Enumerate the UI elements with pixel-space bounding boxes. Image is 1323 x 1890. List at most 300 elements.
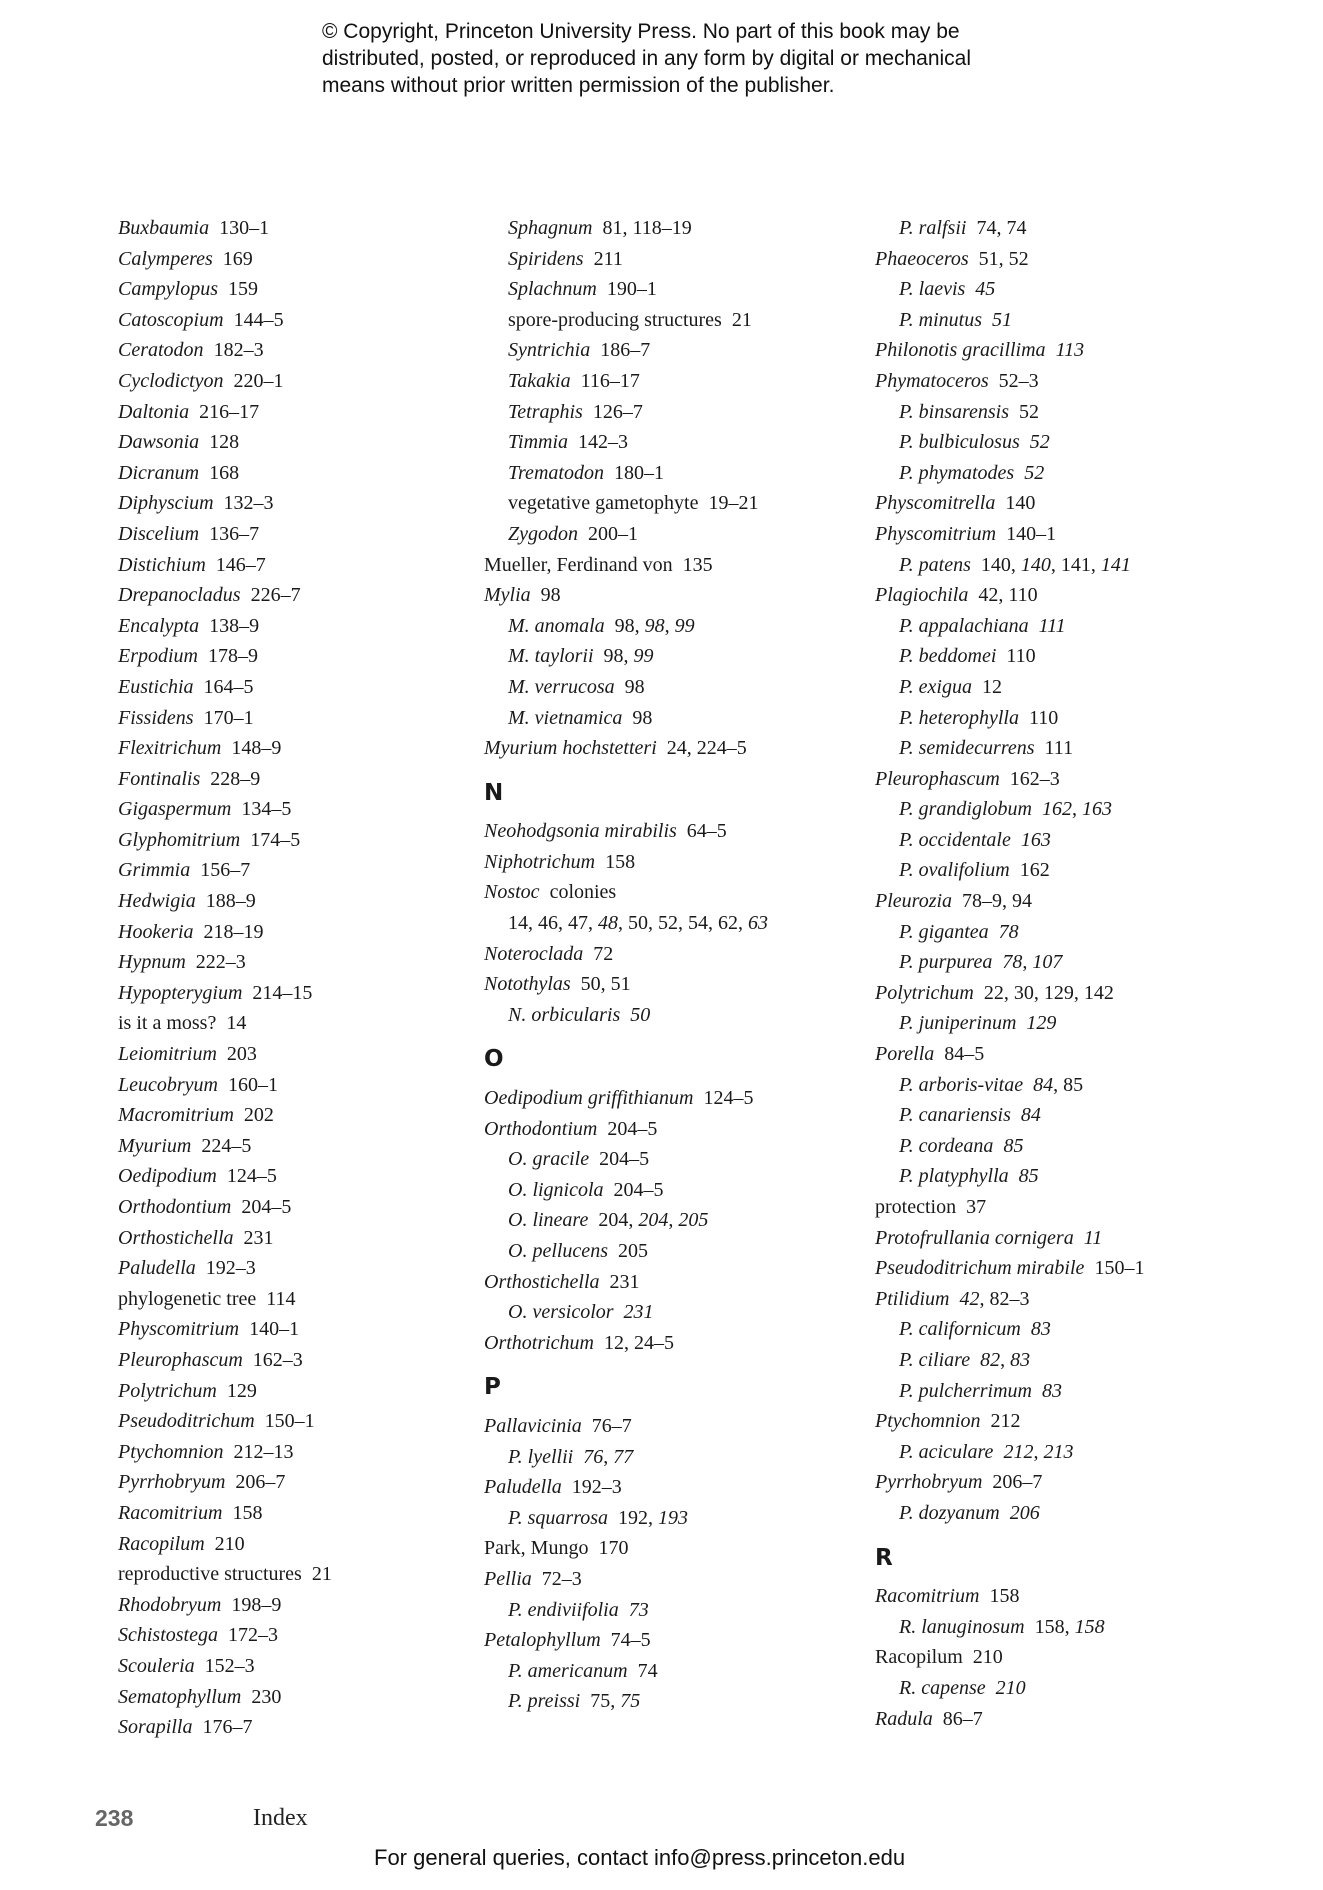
index-entry — [118, 1467, 488, 1498]
index-term: P. occidentale — [899, 828, 1011, 851]
index-term: Mylia — [484, 584, 531, 607]
index-letter-heading: O — [484, 1046, 504, 1073]
index-term: Fontinalis — [118, 767, 201, 790]
index-page-ref: 52–3 — [998, 369, 1039, 392]
index-entry — [484, 847, 854, 878]
index-entry — [118, 1070, 488, 1101]
index-term: Encalypta — [118, 614, 200, 637]
index-entry — [484, 908, 854, 939]
index-entry — [118, 458, 488, 489]
index-page-ref: 150–1 — [1094, 1257, 1145, 1280]
index-subentry — [484, 366, 854, 397]
index-term: P. laevis — [899, 278, 966, 301]
index-subentry — [875, 794, 1245, 825]
index-page-ref: 188–9 — [205, 890, 256, 913]
index-page-ref: 51 — [991, 308, 1012, 331]
index-page-ref: 140 — [1020, 553, 1051, 576]
index-term: P. californicum — [899, 1318, 1021, 1341]
index-page-ref: 213 — [1043, 1440, 1074, 1463]
index-subentry — [875, 274, 1245, 305]
index-term: Hypnum — [118, 951, 186, 974]
index-term: Ceratodon — [118, 339, 204, 362]
index-page-ref: 14, 46, 47, — [508, 912, 598, 935]
index-page-ref: 231 — [243, 1226, 274, 1249]
index-term: O. lineare — [508, 1209, 589, 1232]
index-subentry — [875, 1376, 1245, 1407]
index-term: Phaeoceros — [875, 247, 969, 270]
index-entry — [118, 1620, 488, 1651]
index-subentry — [484, 335, 854, 366]
index-page-ref: 226–7 — [250, 584, 301, 607]
index-page-ref: 83 — [1030, 1318, 1051, 1341]
index-term: P. ovalifolium — [899, 859, 1010, 882]
index-term: Leucobryum — [118, 1073, 218, 1096]
index-page-ref: 204–5 — [599, 1148, 650, 1171]
index-entry — [118, 825, 488, 856]
index-page-ref: 126–7 — [592, 400, 643, 423]
index-subentry — [875, 733, 1245, 764]
index-term: P. americanum — [508, 1659, 628, 1682]
index-term: Splachnum — [508, 278, 597, 301]
index-term: M. verrucosa — [508, 675, 615, 698]
index-page-ref: 37 — [966, 1196, 987, 1218]
index-page-ref: 63 — [748, 912, 768, 935]
index-page-ref: 158 — [1074, 1615, 1105, 1638]
index-term: Tetraphis — [508, 400, 583, 423]
index-term: Daltonia — [118, 400, 190, 423]
index-subentry — [875, 458, 1245, 489]
index-page-ref: 169 — [222, 247, 253, 270]
index-subentry — [484, 1000, 854, 1031]
index-term: P. squarrosa — [508, 1506, 609, 1529]
index-letter-heading: R — [875, 1544, 893, 1571]
index-subentry — [484, 672, 854, 703]
index-entry — [484, 1328, 854, 1359]
index-term: Flexitrichum — [118, 737, 222, 760]
index-entry — [875, 1467, 1245, 1498]
index-term: Oedipodium — [118, 1165, 217, 1188]
index-subentry — [875, 703, 1245, 734]
index-page-ref: 180–1 — [613, 461, 664, 484]
index-subentry — [875, 1673, 1245, 1704]
index-entry — [484, 580, 854, 611]
index-page-ref: 162 — [1019, 859, 1050, 882]
index-page-ref: 42, 110 — [978, 584, 1038, 607]
index-term: Pleurozia — [875, 890, 953, 913]
index-entry — [875, 978, 1245, 1009]
index-entry — [118, 1131, 488, 1162]
index-entry — [484, 733, 854, 764]
index-term: Plagiochila — [875, 584, 969, 607]
index-term: P. endiviifolia — [508, 1598, 619, 1621]
index-page-ref: 164–5 — [203, 675, 254, 698]
index-term: P. exigua — [899, 675, 972, 698]
index-subentry — [484, 1656, 854, 1687]
index-term: Racomitrium — [118, 1501, 223, 1524]
index-page-ref: 24, 224–5 — [666, 737, 747, 760]
index-entry — [118, 1406, 488, 1437]
index-page-ref: 81, 118–19 — [602, 217, 692, 239]
index-entry — [875, 335, 1245, 366]
index-page-ref: 150–1 — [264, 1410, 315, 1433]
index-page-ref: 204–5 — [607, 1117, 658, 1140]
index-subentry — [875, 1131, 1245, 1162]
index-subentry — [484, 1595, 854, 1626]
index-subentry — [875, 672, 1245, 703]
index-page-ref: 206 — [1009, 1501, 1040, 1524]
index-term: Pseudoditrichum mirabile — [875, 1257, 1085, 1280]
index-term: P. minutus — [899, 308, 982, 331]
index-page-ref: 98, — [614, 614, 645, 637]
index-term: Polytrichum — [118, 1379, 217, 1402]
index-term: Ptychomnion — [118, 1440, 224, 1463]
index-term: Hedwigia — [118, 890, 196, 913]
index-page-ref: 163 — [1081, 798, 1112, 821]
index-page-ref: 107 — [1032, 951, 1063, 974]
index-page-ref: 168 — [209, 461, 240, 484]
index-entry — [118, 213, 488, 244]
index-term: Pyrrhobryum — [118, 1471, 226, 1494]
index-term: Pyrrhobryum — [875, 1471, 983, 1494]
index-subentry — [484, 458, 854, 489]
index-page-ref: 162–3 — [252, 1348, 303, 1371]
index-subentry — [484, 488, 854, 519]
index-page-ref: 83 — [1010, 1348, 1031, 1371]
index-entry — [875, 1581, 1245, 1612]
index-term: Grimmia — [118, 859, 191, 882]
index-term: R. lanuginosum — [899, 1615, 1025, 1638]
index-page-ref: 231 — [623, 1301, 654, 1324]
index-term: Campylopus — [118, 278, 218, 301]
index-page-ref: 231 — [609, 1270, 640, 1293]
index-page-ref: 75, — [590, 1690, 621, 1713]
index-term: Ptychomnion — [875, 1410, 981, 1433]
index-term: Diphyscium — [118, 492, 214, 515]
index-term: P. pulcherrimum — [899, 1379, 1032, 1402]
index-page-ref: colonies — [549, 881, 617, 904]
index-term: Sematophyllum — [118, 1685, 242, 1708]
index-page-ref: 214–15 — [252, 981, 313, 1004]
index-entry — [118, 1376, 488, 1407]
index-page-ref: 212 — [1003, 1440, 1034, 1463]
index-page-ref: 200–1 — [588, 522, 638, 545]
index-term: Physcomitrium — [118, 1318, 240, 1341]
index-term: Drepanocladus — [118, 584, 241, 607]
index-page-ref: 111 — [1038, 614, 1066, 637]
index-page-ref: 83 — [1041, 1379, 1062, 1402]
index-page-ref: 158 — [989, 1585, 1020, 1608]
index-page-ref: 216–17 — [199, 400, 260, 423]
index-page-ref: 72–3 — [541, 1567, 582, 1590]
index-entry — [118, 1223, 488, 1254]
running-footer-label: Index — [253, 1805, 308, 1831]
index-page-ref: 140 — [1005, 492, 1036, 515]
index-page-ref: 12, 24–5 — [604, 1331, 674, 1354]
index-subentry — [875, 305, 1245, 336]
index-term: vegetative gametophyte — [508, 492, 699, 515]
index-page-ref: 205 — [678, 1209, 709, 1232]
index-page-ref: 64–5 — [686, 820, 727, 843]
index-entry — [484, 1533, 854, 1564]
index-entry — [484, 1411, 854, 1442]
index-page-ref: 74–5 — [610, 1629, 651, 1652]
index-term: Orthostichella — [484, 1270, 600, 1293]
index-term: Nostoc — [484, 881, 540, 904]
index-page-ref: 14 — [226, 1012, 247, 1035]
index-subentry — [484, 274, 854, 305]
index-term: Trematodon — [508, 461, 604, 484]
index-term: Pellia — [484, 1567, 532, 1590]
index-term: P. platyphylla — [899, 1165, 1009, 1188]
index-page-ref: 116–17 — [580, 369, 640, 392]
index-entry — [118, 764, 488, 795]
index-page-ref: 146–7 — [215, 553, 266, 576]
index-term: Ptilidium — [875, 1287, 950, 1310]
index-page-ref: 138–9 — [209, 614, 260, 637]
index-entry — [484, 1083, 854, 1114]
index-subentry — [875, 825, 1245, 856]
index-page-ref: 86–7 — [942, 1707, 983, 1730]
index-term: P. grandiglobum — [899, 798, 1032, 821]
index-entry — [118, 366, 488, 397]
index-subentry — [484, 611, 854, 642]
index-term: Dawsonia — [118, 431, 200, 454]
index-term: protection — [875, 1196, 957, 1218]
index-page-ref: 114 — [266, 1287, 296, 1310]
index-subentry — [875, 427, 1245, 458]
index-page-ref: 162–3 — [1009, 767, 1060, 790]
index-term: Myurium — [118, 1134, 192, 1157]
index-entry — [118, 733, 488, 764]
index-entry — [875, 1223, 1245, 1254]
index-page-ref: 129 — [1026, 1012, 1057, 1035]
index-page-ref: 206–7 — [235, 1471, 286, 1494]
index-letter-heading: N — [484, 779, 504, 806]
index-term: Discelium — [118, 522, 200, 545]
index-term: P. preissi — [508, 1690, 581, 1713]
index-term: Pleurophascum — [875, 767, 1000, 790]
index-term: Syntrichia — [508, 339, 591, 362]
index-subentry — [875, 1437, 1245, 1468]
index-subentry — [875, 397, 1245, 428]
index-page-ref: 228–9 — [210, 767, 261, 790]
index-page-ref: 21 — [311, 1563, 332, 1586]
index-column-3 — [875, 213, 1245, 1734]
index-term: Protofrullania cornigera — [875, 1226, 1074, 1249]
index-page-ref: , 50, 52, 54, 62, — [618, 912, 748, 935]
index-subentry — [484, 1297, 854, 1328]
index-page-ref: 182–3 — [213, 339, 264, 362]
index-page-ref: 50, 51 — [580, 973, 631, 996]
index-term: Pleurophascum — [118, 1348, 243, 1371]
index-entry — [118, 1651, 488, 1682]
index-term: Scouleria — [118, 1654, 195, 1677]
index-page-ref: 11 — [1083, 1226, 1103, 1249]
index-term: O. lignicola — [508, 1178, 604, 1201]
index-entry — [484, 1267, 854, 1298]
index-term: M. vietnamica — [508, 706, 623, 729]
index-page-ref: 140–1 — [249, 1318, 300, 1341]
index-term: P. canariensis — [899, 1104, 1011, 1127]
index-subentry — [875, 641, 1245, 672]
index-page-ref: 74, 74 — [976, 217, 1027, 239]
index-term: P. dozyanum — [899, 1501, 1000, 1524]
index-entry — [118, 427, 488, 458]
index-page-ref: 42 — [959, 1287, 980, 1310]
index-page-ref: 134–5 — [241, 798, 292, 821]
index-term: Pseudoditrichum — [118, 1410, 255, 1433]
index-entry — [118, 397, 488, 428]
index-subentry — [484, 427, 854, 458]
index-entry — [118, 1100, 488, 1131]
index-page-ref: 140, — [980, 553, 1021, 576]
index-term: O. gracile — [508, 1148, 590, 1171]
index-term: Racopilum — [875, 1646, 963, 1669]
index-term: Oedipodium griffithianum — [484, 1087, 694, 1110]
index-subentry — [484, 1144, 854, 1175]
index-page-ref: 170 — [598, 1537, 629, 1560]
index-term: Noteroclada — [484, 942, 584, 965]
index-entry — [118, 1529, 488, 1560]
index-page-ref: 159 — [228, 278, 258, 301]
contact-line: For general queries, contact info@press.princeton.edu — [374, 1845, 906, 1870]
index-entry — [118, 1008, 488, 1039]
index-page-ref: 158, — [1034, 1615, 1075, 1638]
index-entry — [875, 1284, 1245, 1315]
index-page-ref: 76 — [583, 1445, 604, 1468]
index-page-ref: 222–3 — [195, 951, 246, 974]
index-page-ref: 110 — [1006, 645, 1036, 668]
index-subentry — [484, 641, 854, 672]
index-page-ref: 111 — [1044, 737, 1074, 760]
index-page-ref: 163 — [1020, 828, 1051, 851]
index-entry — [118, 1682, 488, 1713]
index-entry — [484, 816, 854, 847]
index-term: Dicranum — [118, 461, 200, 484]
index-subentry — [484, 519, 854, 550]
index-subentry — [875, 1612, 1245, 1643]
index-page-ref: 77 — [613, 1445, 634, 1468]
index-page-ref: , 85 — [1053, 1073, 1084, 1096]
index-page-ref: 210 — [972, 1646, 1003, 1669]
index-page-ref: 204 — [638, 1209, 669, 1232]
index-page-ref: 21 — [731, 308, 752, 331]
index-entry — [118, 1039, 488, 1070]
copyright-line: distributed, posted, or reproduced in any form by digital or mechanical — [322, 47, 972, 70]
index-page-ref: , — [1033, 1440, 1044, 1463]
index-page-ref: 132–3 — [223, 492, 274, 515]
index-page-ref: 192, — [618, 1506, 659, 1529]
index-term: R. capense — [899, 1676, 986, 1699]
index-subentry — [875, 1498, 1245, 1529]
index-page-ref: 52 — [1019, 400, 1040, 423]
index-term: Cyclodictyon — [118, 369, 224, 392]
index-page-ref: 210 — [995, 1676, 1026, 1699]
index-term: Porella — [875, 1043, 935, 1066]
index-subentry — [484, 1686, 854, 1717]
index-term: Orthotrichum — [484, 1331, 594, 1354]
index-term: Timmia — [508, 431, 569, 454]
index-entry — [875, 1192, 1245, 1223]
index-page-ref: 78 — [998, 920, 1019, 943]
index-subentry — [484, 244, 854, 275]
index-page-ref: 84 — [1020, 1104, 1041, 1127]
index-entry — [118, 641, 488, 672]
index-column-2 — [484, 213, 854, 1717]
index-page-ref: 140–1 — [1006, 522, 1057, 545]
index-term: Myurium hochstetteri — [484, 737, 657, 760]
index-page-ref: 73 — [628, 1598, 649, 1621]
index-term: P. beddomei — [899, 645, 997, 668]
index-entry — [118, 519, 488, 550]
index-entry — [875, 1704, 1245, 1735]
index-term: P. heterophylla — [899, 706, 1019, 729]
index-term: Neohodgsonia mirabilis — [484, 820, 677, 843]
index-term: P. ciliare — [899, 1348, 971, 1371]
index-page-ref: , 141, — [1050, 553, 1101, 576]
index-term: Eustichia — [118, 675, 194, 698]
index-entry — [875, 488, 1245, 519]
index-page-ref: 98, — [603, 645, 634, 668]
index-term: Philonotis gracillima — [875, 339, 1046, 362]
index-page-ref: 72 — [593, 942, 614, 965]
index-entry — [118, 855, 488, 886]
index-term: Orthodontium — [118, 1196, 232, 1218]
index-term: M. taylorii — [508, 645, 594, 668]
index-term: P. gigantea — [899, 920, 989, 943]
index-page-ref: 156–7 — [200, 859, 251, 882]
index-term: Rhodobryum — [118, 1593, 222, 1616]
index-page-ref: 220–1 — [233, 369, 284, 392]
index-term: Phymatoceros — [875, 369, 989, 392]
index-subentry — [875, 1314, 1245, 1345]
index-term: M. anomala — [508, 614, 605, 637]
index-subentry — [484, 1236, 854, 1267]
index-page-ref: 76–7 — [591, 1414, 632, 1437]
index-term: phylogenetic tree — [118, 1287, 257, 1310]
index-term: P. arboris-vitae — [899, 1073, 1024, 1096]
index-subentry — [484, 397, 854, 428]
index-page-ref: 85 — [1003, 1134, 1024, 1157]
index-term: Calymperes — [118, 247, 213, 270]
index-page-ref: 162 — [1041, 798, 1072, 821]
index-term: Catoscopium — [118, 308, 224, 331]
index-term: Niphotrichum — [484, 850, 596, 873]
index-letter-heading: P — [484, 1374, 501, 1401]
index-term: P. lyellii — [508, 1445, 574, 1468]
index-entry — [875, 764, 1245, 795]
index-page-ref: 45 — [975, 278, 996, 301]
copyright-notice — [322, 18, 1082, 99]
copyright-line: means without prior written permission of the publisher. — [322, 74, 835, 97]
index-page-ref: 218–19 — [203, 920, 264, 943]
index-page-ref: 142–3 — [578, 431, 629, 454]
index-entry — [118, 1590, 488, 1621]
index-term: O. pellucens — [508, 1240, 608, 1262]
index-entry — [118, 1192, 488, 1223]
index-term: Paludella — [118, 1257, 196, 1280]
index-term: P. cordeana — [899, 1134, 994, 1157]
index-entry — [875, 1642, 1245, 1673]
index-page-ref: 12 — [981, 675, 1002, 698]
index-entry — [118, 305, 488, 336]
index-page-ref: 206–7 — [992, 1471, 1043, 1494]
index-page-ref: 211 — [593, 247, 623, 270]
index-entry — [118, 1253, 488, 1284]
index-page-ref: 51, 52 — [978, 247, 1029, 270]
index-page-ref: 204–5 — [241, 1196, 292, 1218]
index-entry — [875, 244, 1245, 275]
